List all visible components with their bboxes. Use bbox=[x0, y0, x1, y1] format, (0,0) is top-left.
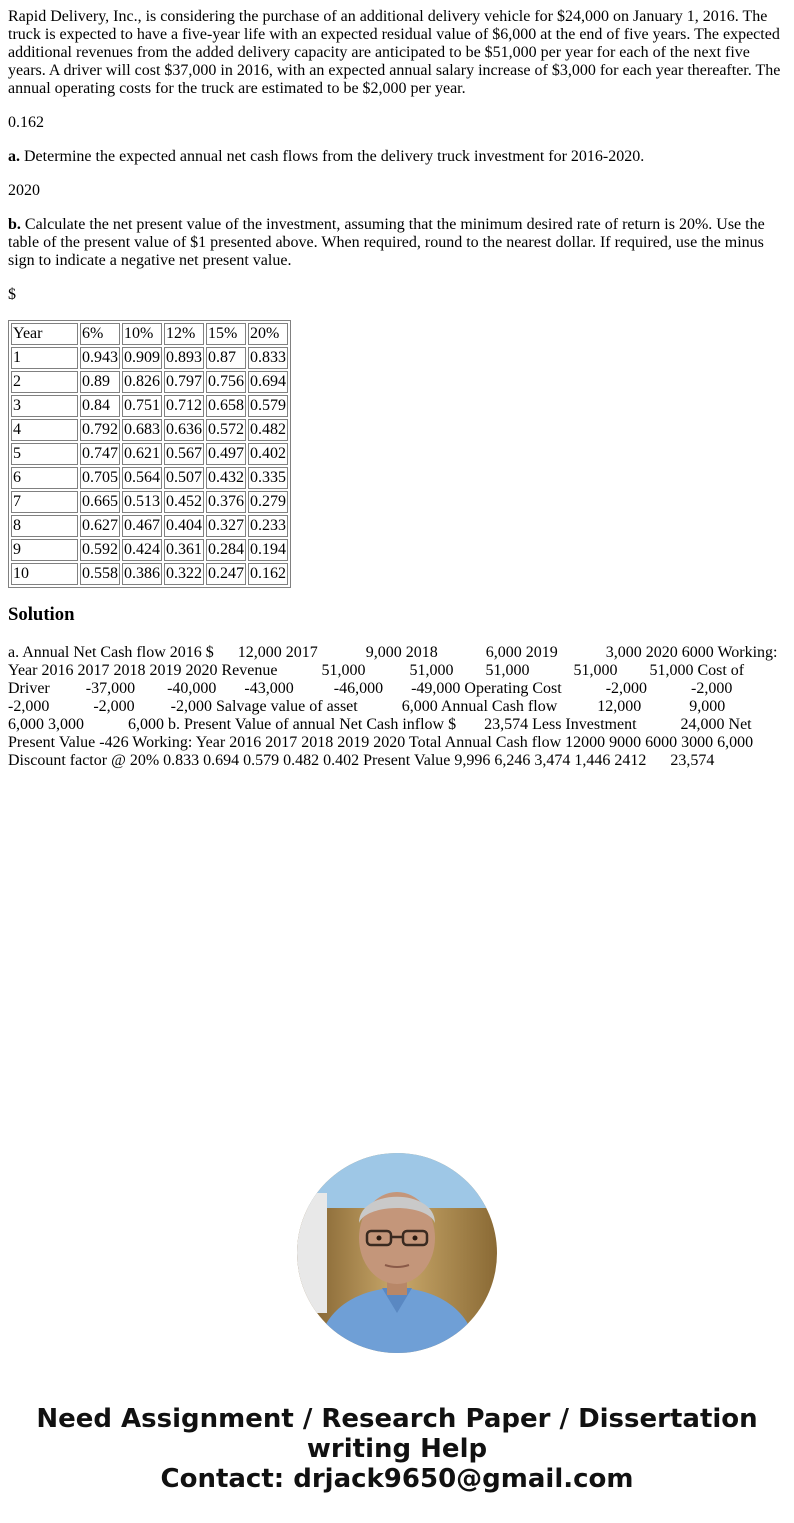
table-cell: 0.279 bbox=[248, 491, 288, 513]
table-cell: 0.665 bbox=[80, 491, 120, 513]
table-cell: 0.943 bbox=[80, 347, 120, 369]
present-value-table bbox=[8, 320, 291, 588]
table-cell: 0.751 bbox=[122, 395, 162, 417]
table-cell: 0.467 bbox=[122, 515, 162, 537]
table-row bbox=[11, 443, 288, 465]
question-intro: Rapid Delivery, Inc., is considering the purchase of an additional delivery vehicle for $24,000 on January 1, 2016. The truck is expected to have a five-year life with an expected residual value of $6,000 at the end of five years. The expected additional revenues from the added delivery capacity are anticipated to be $51,000 per year for each of the next five years. A driver will cost $37,000 in 2016, with an expected annual salary increase of $3,000 for each year thereafter. The annual operating costs for the truck are estimated to be $2,000 per year. bbox=[8, 8, 781, 97]
table-cell: 0.424 bbox=[122, 539, 162, 561]
table-cell: 0.89 bbox=[80, 371, 120, 393]
table-cell: 0.194 bbox=[248, 539, 288, 561]
table-cell: 0.747 bbox=[80, 443, 120, 465]
table-cell: 10 bbox=[11, 563, 78, 585]
table-cell: 3 bbox=[11, 395, 78, 417]
table-header-cell: 20% bbox=[248, 323, 288, 345]
table-cell: 0.567 bbox=[164, 443, 204, 465]
table-cell: 0.579 bbox=[248, 395, 288, 417]
table-cell: 0.893 bbox=[164, 347, 204, 369]
table-header-cell: 10% bbox=[122, 323, 162, 345]
table-cell: 0.432 bbox=[206, 467, 246, 489]
table-cell: 0.84 bbox=[80, 395, 120, 417]
table-cell: 6 bbox=[11, 467, 78, 489]
table-cell: 0.284 bbox=[206, 539, 246, 561]
table-cell: 0.247 bbox=[206, 563, 246, 585]
table-row bbox=[11, 467, 288, 489]
table-cell: 0.335 bbox=[248, 467, 288, 489]
author-photo-icon bbox=[297, 1153, 497, 1353]
stray-value-0162: 0.162 bbox=[8, 114, 44, 131]
footer-line-1: Need Assignment / Research Paper / Dissertation bbox=[36, 1404, 758, 1434]
table-cell: 0.712 bbox=[164, 395, 204, 417]
footer-line-2: writing Help bbox=[306, 1434, 488, 1464]
table-cell: 5 bbox=[11, 443, 78, 465]
author-avatar bbox=[297, 1153, 497, 1353]
table-cell: 0.386 bbox=[122, 563, 162, 585]
table-cell: 0.233 bbox=[248, 515, 288, 537]
table-cell: 2 bbox=[11, 371, 78, 393]
table-cell: 0.507 bbox=[164, 467, 204, 489]
table-row bbox=[11, 347, 288, 369]
table-row bbox=[11, 539, 288, 561]
table-cell: 7 bbox=[11, 491, 78, 513]
table-cell: 0.627 bbox=[80, 515, 120, 537]
table-cell: 0.564 bbox=[122, 467, 162, 489]
table-cell: 0.322 bbox=[164, 563, 204, 585]
table-row bbox=[11, 491, 288, 513]
solution-body: a. Annual Net Cash flow 2016 $ 12,000 2017 9,000 2018 6,000 2019 3,000 2020 6000 Working: Year 2016 2017 2018 2019 2020 Revenue 51,000 51,000 51,000 51,000 51,000 Cost of Driver -37,000 -40,000 -43,000 -46,000 -49,000 Operating Cost -2,000 -2,000 -2,000 -2,000 -2,000 Salvage value of asset 6,000 Annual Cash flow 12,000 9,000 6,000 3,000 6,000 b. Present Value of annual Net Cash inflow $ 23,574 Less Investment 24,000 Net Present Value -426 Working: Year 2016 2017 2018 2019 2020 Total Annual Cash flow 12000 9000 6000 3000 6,000 Discount factor @ 20% 0.833 0.694 0.579 0.482 0.402 Present Value 9,996 6,246 3,474 1,446 2412 23,574 bbox=[8, 644, 781, 769]
table-row bbox=[11, 371, 288, 393]
table-cell: 0.826 bbox=[122, 371, 162, 393]
part-b-text: Calculate the net present value of the investment, assuming that the minimum desired rate of return is 20%. Use the table of the present value of $1 presented above. When required, round to the nearest dollar. If required, use the minus sign to indicate a negative net present value. bbox=[8, 216, 765, 269]
table-cell: 0.909 bbox=[122, 347, 162, 369]
footer-promo bbox=[0, 1404, 794, 1494]
part-a-text: Determine the expected annual net cash flows from the delivery truck investment for 2016-2020. bbox=[20, 148, 645, 165]
table-cell: 0.402 bbox=[248, 443, 288, 465]
table-cell: 0.404 bbox=[164, 515, 204, 537]
part-a bbox=[8, 148, 786, 166]
table-cell: 0.162 bbox=[248, 563, 288, 585]
table-cell: 1 bbox=[11, 347, 78, 369]
table-row bbox=[11, 515, 288, 537]
part-a-label: a. bbox=[8, 148, 20, 165]
table-cell: 0.361 bbox=[164, 539, 204, 561]
table-cell: 0.797 bbox=[164, 371, 204, 393]
table-cell: 0.792 bbox=[80, 419, 120, 441]
table-cell: 0.636 bbox=[164, 419, 204, 441]
table-cell: 0.452 bbox=[164, 491, 204, 513]
table-cell: 0.683 bbox=[122, 419, 162, 441]
stray-dollar-sign: $ bbox=[8, 286, 16, 303]
table-cell: 0.572 bbox=[206, 419, 246, 441]
solution-heading: Solution bbox=[8, 604, 75, 625]
table-header-cell: 15% bbox=[206, 323, 246, 345]
table-cell: 0.497 bbox=[206, 443, 246, 465]
table-row bbox=[11, 419, 288, 441]
table-cell: 0.833 bbox=[248, 347, 288, 369]
table-header-row bbox=[11, 323, 288, 345]
table-cell: 0.513 bbox=[122, 491, 162, 513]
part-b bbox=[8, 216, 786, 270]
table-cell: 0.621 bbox=[122, 443, 162, 465]
stray-value-2020: 2020 bbox=[8, 182, 40, 199]
table-header-cell: 12% bbox=[164, 323, 204, 345]
table-cell: 0.482 bbox=[248, 419, 288, 441]
table-header-cell: Year bbox=[11, 323, 78, 345]
table-cell: 0.376 bbox=[206, 491, 246, 513]
table-cell: 8 bbox=[11, 515, 78, 537]
footer-contact: Contact: drjack9650@gmail.com bbox=[160, 1464, 634, 1494]
part-b-label: b. bbox=[8, 216, 21, 233]
table-cell: 4 bbox=[11, 419, 78, 441]
table-cell: 0.592 bbox=[80, 539, 120, 561]
table-cell: 0.87 bbox=[206, 347, 246, 369]
page-content bbox=[8, 8, 786, 770]
table-cell: 0.705 bbox=[80, 467, 120, 489]
table-cell: 9 bbox=[11, 539, 78, 561]
table-row bbox=[11, 395, 288, 417]
table-cell: 0.658 bbox=[206, 395, 246, 417]
table-header-cell: 6% bbox=[80, 323, 120, 345]
table-cell: 0.558 bbox=[80, 563, 120, 585]
table-cell: 0.756 bbox=[206, 371, 246, 393]
table-row bbox=[11, 563, 288, 585]
table-cell: 0.327 bbox=[206, 515, 246, 537]
table-cell: 0.694 bbox=[248, 371, 288, 393]
